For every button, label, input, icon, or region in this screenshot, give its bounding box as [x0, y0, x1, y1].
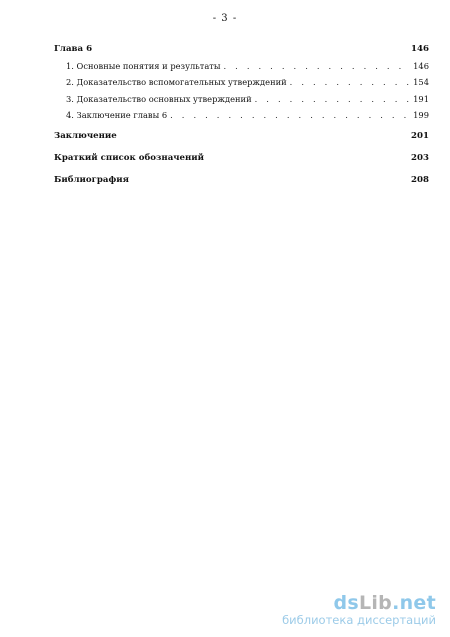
table-of-contents: [54, 44, 429, 192]
dslib-subtitle: библиотека диссертаций: [282, 613, 436, 627]
dot-leader: [167, 110, 411, 120]
toc-entry-page: 191: [413, 93, 429, 104]
toc-entry-title: Глава 6: [54, 44, 93, 54]
toc-entry-page: 203: [411, 153, 429, 164]
toc-entry-title: 3. Доказательство основных утверждений: [66, 93, 252, 104]
toc-entry-title: 1. Основные понятия и результаты: [66, 61, 221, 71]
toc-entry-title: 4. Заключение главы 6: [66, 109, 168, 120]
toc-section-6-4[interactable]: [54, 110, 429, 126]
toc-entry-title: Краткий список обозначений: [54, 153, 205, 164]
page-number: - 3 -: [212, 13, 238, 24]
toc-conclusion[interactable]: [54, 131, 429, 148]
toc-entry-page: 154: [413, 77, 429, 88]
dot-leader: [220, 61, 411, 71]
toc-entry-page: 146: [413, 61, 429, 71]
dslib-logo: dsLib.net: [333, 592, 436, 614]
toc-entry-title: Заключение: [54, 131, 117, 142]
toc-bibliography[interactable]: [54, 175, 429, 192]
toc-entry-page: 208: [411, 175, 429, 186]
toc-section-6-1[interactable]: [54, 61, 429, 77]
toc-notation-list[interactable]: [54, 153, 429, 170]
toc-section-6-3[interactable]: [54, 94, 429, 110]
dslib-watermark: [282, 593, 436, 627]
toc-chapter-6[interactable]: [54, 44, 429, 61]
toc-entry-title: Библиография: [54, 175, 129, 186]
toc-section-6-2[interactable]: [54, 77, 429, 93]
toc-entry-page: 146: [411, 44, 429, 54]
dot-leader: [287, 77, 411, 87]
toc-entry-page: 201: [411, 131, 429, 142]
dot-leader: [252, 94, 411, 104]
toc-entry-title: 2. Доказательство вспомогательных утверждений: [66, 77, 287, 88]
toc-entry-page: 199: [413, 109, 429, 120]
